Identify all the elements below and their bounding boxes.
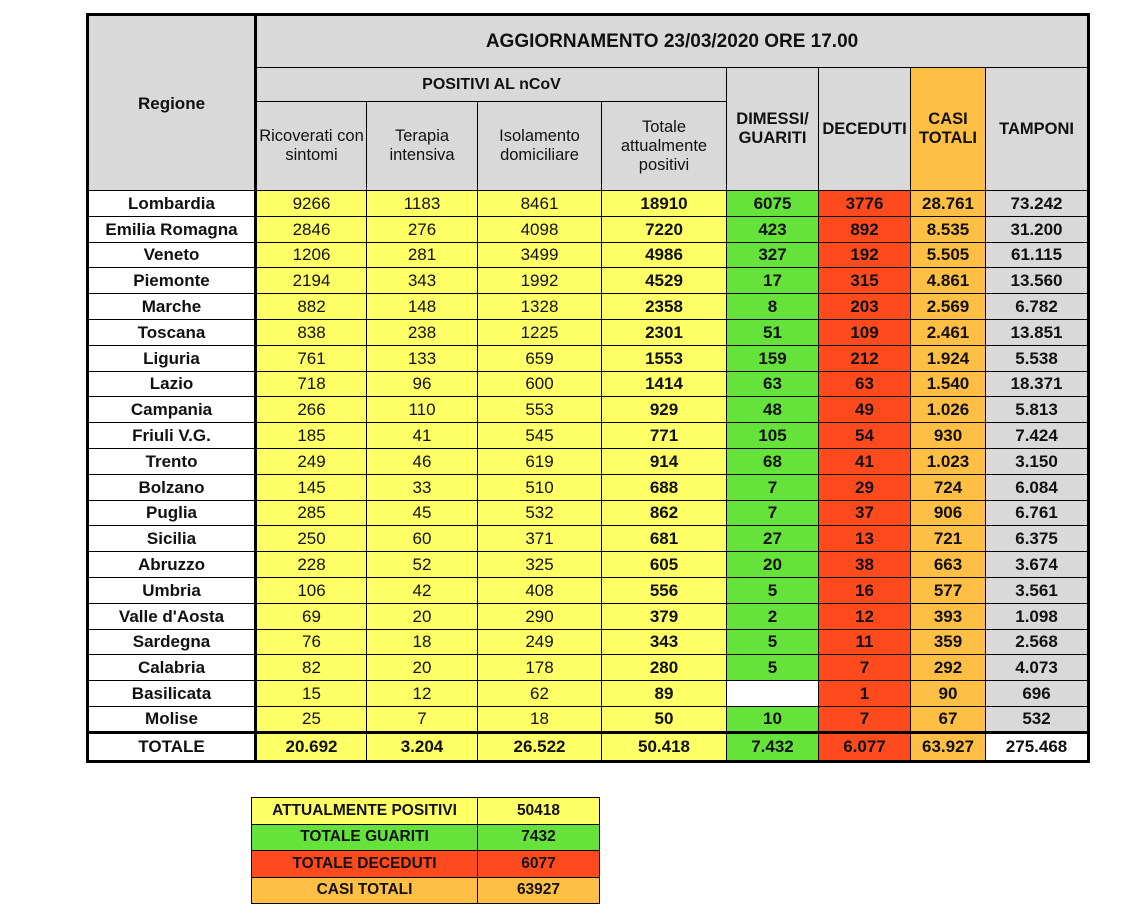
cell-tests: 6.084 [986, 474, 1089, 500]
cell-recovered: 68 [727, 448, 819, 474]
cell-hospitalized: 285 [256, 500, 367, 526]
cell-total-cases: 67 [911, 706, 986, 732]
total-recovered: 7.432 [727, 732, 819, 761]
cell-total-cases: 359 [911, 629, 986, 655]
cell-deceased: 3776 [819, 191, 911, 217]
cell-hospitalized: 185 [256, 423, 367, 449]
cell-total-positive: 862 [602, 500, 727, 526]
cell-icu: 45 [367, 500, 478, 526]
header-icu: Terapia intensiva [367, 102, 478, 191]
cell-recovered: 5 [727, 629, 819, 655]
region-name: Marche [88, 294, 256, 320]
cell-tests: 13.560 [986, 268, 1089, 294]
cell-hospitalized: 761 [256, 345, 367, 371]
summary-value: 7432 [478, 824, 600, 851]
cell-total-cases: 90 [911, 681, 986, 707]
total-deceased: 6.077 [819, 732, 911, 761]
cell-icu: 276 [367, 216, 478, 242]
cell-recovered: 2 [727, 603, 819, 629]
cell-home: 62 [478, 681, 602, 707]
cell-home: 290 [478, 603, 602, 629]
cell-total-cases: 2.569 [911, 294, 986, 320]
cell-home: 659 [478, 345, 602, 371]
table-row [88, 242, 1089, 268]
cell-hospitalized: 15 [256, 681, 367, 707]
region-name: Piemonte [88, 268, 256, 294]
cell-tests: 6.375 [986, 526, 1089, 552]
cell-hospitalized: 9266 [256, 191, 367, 217]
table-row [88, 345, 1089, 371]
cell-hospitalized: 266 [256, 397, 367, 423]
header-region: Regione [88, 15, 256, 191]
cell-icu: 41 [367, 423, 478, 449]
cell-icu: 1183 [367, 191, 478, 217]
cell-home: 18 [478, 706, 602, 732]
cell-tests: 532 [986, 706, 1089, 732]
cell-total-cases: 1.540 [911, 371, 986, 397]
cell-home: 545 [478, 423, 602, 449]
cell-home: 3499 [478, 242, 602, 268]
cell-total-cases: 4.861 [911, 268, 986, 294]
cell-deceased: 41 [819, 448, 911, 474]
region-name: Puglia [88, 500, 256, 526]
total-positive: 50.418 [602, 732, 727, 761]
region-name: Veneto [88, 242, 256, 268]
cell-deceased: 212 [819, 345, 911, 371]
region-name: Valle d'Aosta [88, 603, 256, 629]
cell-home: 510 [478, 474, 602, 500]
table-row [88, 629, 1089, 655]
cell-tests: 18.371 [986, 371, 1089, 397]
cell-total-positive: 771 [602, 423, 727, 449]
table-row [88, 577, 1089, 603]
cell-tests: 2.568 [986, 629, 1089, 655]
table-row [88, 268, 1089, 294]
cell-deceased: 16 [819, 577, 911, 603]
cell-home: 8461 [478, 191, 602, 217]
summary-label: CASI TOTALI [252, 877, 478, 904]
region-name: Calabria [88, 655, 256, 681]
cell-total-cases: 292 [911, 655, 986, 681]
cell-tests: 3.561 [986, 577, 1089, 603]
cell-deceased: 192 [819, 242, 911, 268]
cell-hospitalized: 249 [256, 448, 367, 474]
cell-hospitalized: 2846 [256, 216, 367, 242]
cell-home: 325 [478, 552, 602, 578]
region-name: Lombardia [88, 191, 256, 217]
cell-home: 1225 [478, 319, 602, 345]
cell-recovered: 10 [727, 706, 819, 732]
cell-tests: 696 [986, 681, 1089, 707]
cell-total-cases: 663 [911, 552, 986, 578]
cell-recovered: 423 [727, 216, 819, 242]
table-row [88, 474, 1089, 500]
cell-icu: 148 [367, 294, 478, 320]
region-name: Umbria [88, 577, 256, 603]
cell-recovered: 20 [727, 552, 819, 578]
cell-deceased: 63 [819, 371, 911, 397]
cell-icu: 12 [367, 681, 478, 707]
cell-recovered: 27 [727, 526, 819, 552]
cell-deceased: 29 [819, 474, 911, 500]
cell-recovered: 105 [727, 423, 819, 449]
summary-label: TOTALE DECEDUTI [252, 851, 478, 878]
total-tests: 275.468 [986, 732, 1089, 761]
region-name: Campania [88, 397, 256, 423]
header-tests: TAMPONI [986, 68, 1089, 191]
cell-recovered: 8 [727, 294, 819, 320]
cell-recovered: 7 [727, 474, 819, 500]
cell-hospitalized: 838 [256, 319, 367, 345]
cell-total-cases: 577 [911, 577, 986, 603]
cell-hospitalized: 250 [256, 526, 367, 552]
cell-hospitalized: 228 [256, 552, 367, 578]
summary-value: 6077 [478, 851, 600, 878]
cell-total-cases: 5.505 [911, 242, 986, 268]
cell-icu: 20 [367, 603, 478, 629]
cell-total-cases: 393 [911, 603, 986, 629]
covid-regions-table [86, 13, 1090, 763]
table-row [88, 681, 1089, 707]
cell-hospitalized: 69 [256, 603, 367, 629]
total-hospitalized: 20.692 [256, 732, 367, 761]
table-row [88, 526, 1089, 552]
cell-recovered: 159 [727, 345, 819, 371]
cell-recovered: 6075 [727, 191, 819, 217]
cell-home: 408 [478, 577, 602, 603]
header-hospitalized: Ricoverati con sintomi [256, 102, 367, 191]
cell-icu: 20 [367, 655, 478, 681]
cell-total-positive: 1414 [602, 371, 727, 397]
cell-icu: 18 [367, 629, 478, 655]
cell-recovered: 17 [727, 268, 819, 294]
table-row [88, 397, 1089, 423]
cell-deceased: 54 [819, 423, 911, 449]
summary-value: 63927 [478, 877, 600, 904]
header-positive-group: POSITIVI AL nCoV [256, 68, 727, 102]
cell-total-positive: 688 [602, 474, 727, 500]
cell-total-cases: 1.023 [911, 448, 986, 474]
cell-deceased: 38 [819, 552, 911, 578]
cell-tests: 3.674 [986, 552, 1089, 578]
region-name: Emilia Romagna [88, 216, 256, 242]
total-cases: 63.927 [911, 732, 986, 761]
cell-deceased: 7 [819, 655, 911, 681]
total-home: 26.522 [478, 732, 602, 761]
cell-hospitalized: 718 [256, 371, 367, 397]
table-row [88, 319, 1089, 345]
cell-hospitalized: 145 [256, 474, 367, 500]
cell-deceased: 13 [819, 526, 911, 552]
cell-total-cases: 28.761 [911, 191, 986, 217]
cell-total-positive: 50 [602, 706, 727, 732]
cell-deceased: 1 [819, 681, 911, 707]
cell-icu: 33 [367, 474, 478, 500]
region-name: Toscana [88, 319, 256, 345]
table-row [88, 552, 1089, 578]
header-recovered: DIMESSI/ GUARITI [727, 68, 819, 191]
table-row [88, 706, 1089, 732]
cell-icu: 60 [367, 526, 478, 552]
region-name: Liguria [88, 345, 256, 371]
total-icu: 3.204 [367, 732, 478, 761]
region-name: Basilicata [88, 681, 256, 707]
summary-label: TOTALE GUARITI [252, 824, 478, 851]
cell-home: 532 [478, 500, 602, 526]
cell-tests: 3.150 [986, 448, 1089, 474]
cell-icu: 52 [367, 552, 478, 578]
cell-home: 249 [478, 629, 602, 655]
cell-tests: 1.098 [986, 603, 1089, 629]
cell-total-positive: 4529 [602, 268, 727, 294]
cell-recovered [727, 681, 819, 707]
cell-total-cases: 906 [911, 500, 986, 526]
region-name: Molise [88, 706, 256, 732]
header-deceased: DECEDUTI [819, 68, 911, 191]
cell-total-positive: 7220 [602, 216, 727, 242]
cell-total-positive: 681 [602, 526, 727, 552]
table-row [88, 423, 1089, 449]
region-name: Sardegna [88, 629, 256, 655]
cell-hospitalized: 82 [256, 655, 367, 681]
table-row [88, 191, 1089, 217]
cell-home: 553 [478, 397, 602, 423]
cell-recovered: 5 [727, 577, 819, 603]
summary-row [252, 798, 600, 825]
cell-total-cases: 2.461 [911, 319, 986, 345]
cell-deceased: 7 [819, 706, 911, 732]
cell-deceased: 12 [819, 603, 911, 629]
cell-icu: 281 [367, 242, 478, 268]
table-row [88, 500, 1089, 526]
cell-tests: 6.761 [986, 500, 1089, 526]
cell-tests: 73.242 [986, 191, 1089, 217]
header-total-cases: CASI TOTALI [911, 68, 986, 191]
cell-hospitalized: 882 [256, 294, 367, 320]
cell-hospitalized: 25 [256, 706, 367, 732]
cell-total-positive: 2301 [602, 319, 727, 345]
region-name: Bolzano [88, 474, 256, 500]
cell-recovered: 51 [727, 319, 819, 345]
cell-home: 619 [478, 448, 602, 474]
cell-icu: 133 [367, 345, 478, 371]
cell-home: 371 [478, 526, 602, 552]
cell-icu: 46 [367, 448, 478, 474]
cell-total-positive: 929 [602, 397, 727, 423]
cell-home: 178 [478, 655, 602, 681]
cell-total-positive: 379 [602, 603, 727, 629]
summary-value: 50418 [478, 798, 600, 825]
cell-tests: 61.115 [986, 242, 1089, 268]
cell-home: 1328 [478, 294, 602, 320]
summary-table [251, 797, 600, 904]
cell-deceased: 892 [819, 216, 911, 242]
totals-label: TOTALE [88, 732, 256, 761]
header-total-positive: Totale attualmente positivi [602, 102, 727, 191]
table-row [88, 655, 1089, 681]
summary-label: ATTUALMENTE POSITIVI [252, 798, 478, 825]
cell-deceased: 315 [819, 268, 911, 294]
cell-deceased: 11 [819, 629, 911, 655]
cell-hospitalized: 106 [256, 577, 367, 603]
cell-tests: 4.073 [986, 655, 1089, 681]
cell-tests: 13.851 [986, 319, 1089, 345]
region-name: Abruzzo [88, 552, 256, 578]
summary-row [252, 877, 600, 904]
cell-total-positive: 2358 [602, 294, 727, 320]
cell-recovered: 63 [727, 371, 819, 397]
cell-icu: 110 [367, 397, 478, 423]
cell-total-positive: 280 [602, 655, 727, 681]
cell-tests: 31.200 [986, 216, 1089, 242]
cell-total-cases: 1.924 [911, 345, 986, 371]
cell-total-positive: 89 [602, 681, 727, 707]
region-name: Lazio [88, 371, 256, 397]
cell-tests: 5.813 [986, 397, 1089, 423]
cell-recovered: 327 [727, 242, 819, 268]
cell-total-cases: 8.535 [911, 216, 986, 242]
cell-total-cases: 724 [911, 474, 986, 500]
cell-icu: 7 [367, 706, 478, 732]
totals-row [88, 732, 1089, 761]
cell-icu: 238 [367, 319, 478, 345]
table-row [88, 448, 1089, 474]
cell-icu: 96 [367, 371, 478, 397]
cell-total-positive: 914 [602, 448, 727, 474]
cell-deceased: 203 [819, 294, 911, 320]
cell-total-positive: 1553 [602, 345, 727, 371]
summary-row [252, 824, 600, 851]
cell-hospitalized: 76 [256, 629, 367, 655]
cell-deceased: 109 [819, 319, 911, 345]
cell-tests: 6.782 [986, 294, 1089, 320]
cell-icu: 42 [367, 577, 478, 603]
cell-recovered: 5 [727, 655, 819, 681]
region-name: Friuli V.G. [88, 423, 256, 449]
cell-icu: 343 [367, 268, 478, 294]
cell-total-positive: 18910 [602, 191, 727, 217]
cell-hospitalized: 2194 [256, 268, 367, 294]
cell-home: 600 [478, 371, 602, 397]
header-home-isolation: Isolamento domiciliare [478, 102, 602, 191]
cell-total-cases: 1.026 [911, 397, 986, 423]
cell-total-positive: 556 [602, 577, 727, 603]
cell-recovered: 48 [727, 397, 819, 423]
cell-deceased: 49 [819, 397, 911, 423]
summary-row [252, 851, 600, 878]
cell-home: 4098 [478, 216, 602, 242]
cell-hospitalized: 1206 [256, 242, 367, 268]
cell-total-positive: 343 [602, 629, 727, 655]
cell-total-positive: 4986 [602, 242, 727, 268]
table-row [88, 603, 1089, 629]
cell-home: 1992 [478, 268, 602, 294]
cell-recovered: 7 [727, 500, 819, 526]
table-title: AGGIORNAMENTO 23/03/2020 ORE 17.00 [256, 15, 1089, 68]
table-row [88, 216, 1089, 242]
region-name: Sicilia [88, 526, 256, 552]
cell-total-positive: 605 [602, 552, 727, 578]
cell-deceased: 37 [819, 500, 911, 526]
cell-tests: 7.424 [986, 423, 1089, 449]
cell-tests: 5.538 [986, 345, 1089, 371]
table-row [88, 294, 1089, 320]
cell-total-cases: 721 [911, 526, 986, 552]
cell-total-cases: 930 [911, 423, 986, 449]
region-name: Trento [88, 448, 256, 474]
table-row [88, 371, 1089, 397]
